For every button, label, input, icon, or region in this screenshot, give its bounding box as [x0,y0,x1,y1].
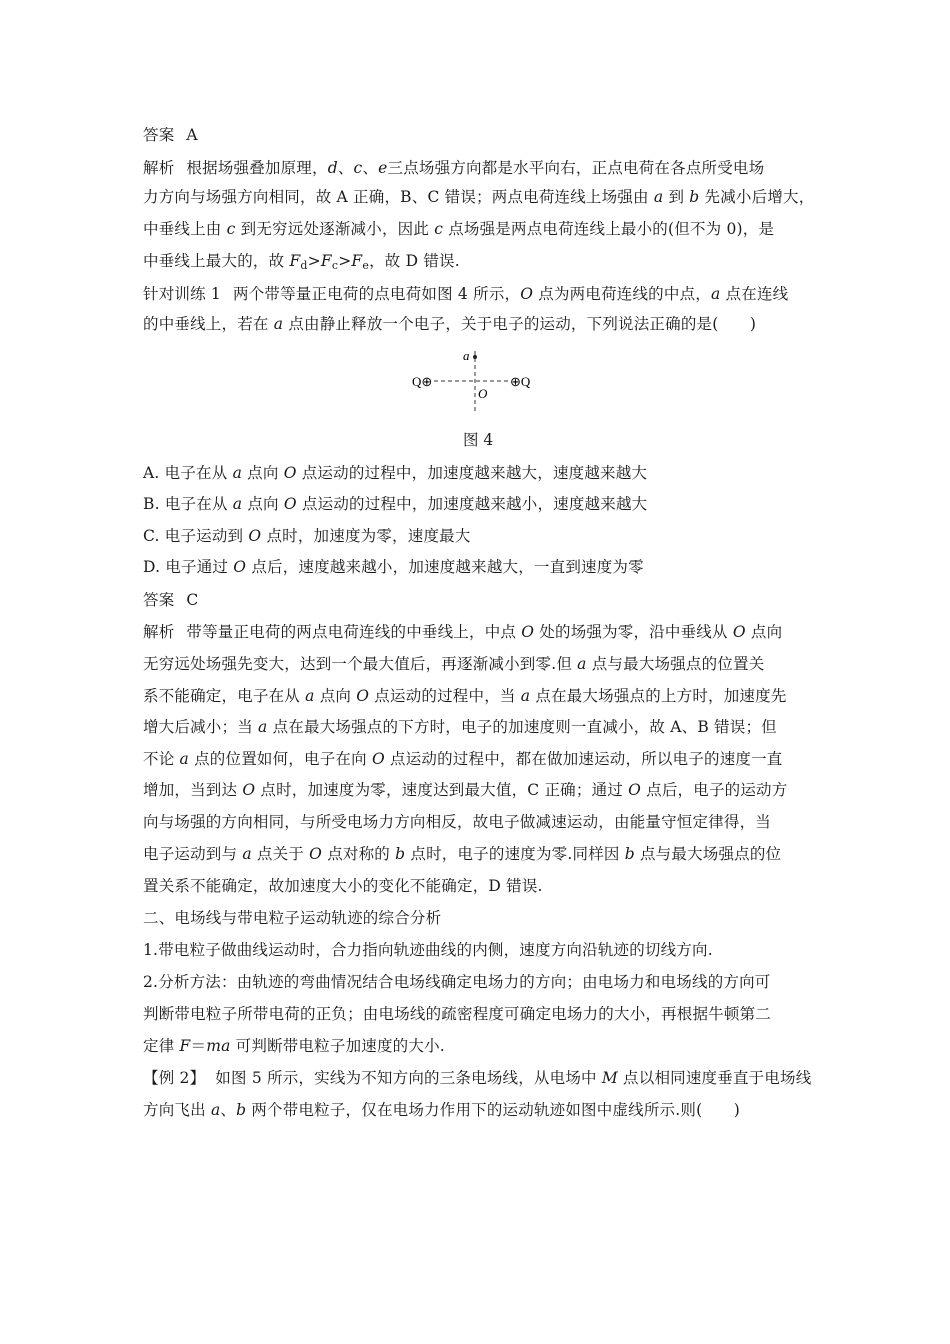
section-2-heading: 二、电场线与带电粒子运动轨迹的综合分析 [143,909,442,927]
explanation-label: 解析 [143,623,175,641]
training-label: 针对训练 1 [143,285,221,303]
explanation-2-line-4: 增大后减小；当 a 点在最大场强点的下方时，电子的加速度则一直减小，故 A、B 错误；但 [143,718,777,736]
answer-value: A [186,126,198,144]
answer-label: 答案 [143,126,175,144]
right-positive-charge: ⊕Q [510,374,531,389]
answer-line-1 [143,125,198,145]
explanation-2-line-6: 增加，当到达 O 点时，加速度为零，速度达到最大值，C 正确；通过 O 点后，电子的运动方 [143,781,788,799]
point-o-label: O [478,386,488,401]
explanation-2-line-1: 解析 带等量正电荷的两点电荷连线的中垂线上，中点 O 处的场强为零，沿中垂线从 O 点向 [143,623,783,641]
training-1-line-2: 的中垂线上，若在 a 点由静止释放一个电子，关于电子的运动，下列说法正确的是( ) [143,315,757,333]
explanation-2-line-7: 向与场强的方向相同，与所受电场力方向相反，故电子做减速运动，由能量守恒定律得，当 [143,813,772,831]
explanation-2-line-5: 不论 a 点的位置如何，电子在向 O 点运动的过程中，都在做加速运动，所以电子的速度一直 [143,750,783,768]
option-d: D. 电子通过 O 点后，速度越来越小，加速度越来越大，一直到速度为零 [143,558,644,576]
explanation-2-line-2: 无穷远处场强先变大，达到一个最大值后，再逐渐减小到零.但 a 点与最大场强点的位置关 [143,655,765,673]
section-2-point-1: 1.带电粒子做曲线运动时，合力指向轨迹曲线的内侧，速度方向沿轨迹的切线方向. [143,941,713,959]
answer-label: 答案 [143,591,175,609]
explanation-1-line-2: 力方向与场强方向相同，故 A 正确，B、C 错误；两点电荷连线上场强由 a 到 b 先减小后增大， [143,188,815,206]
explanation-2-line-9: 置关系不能确定，故加速度大小的变化不能确定，D 错误. [143,877,543,895]
section-2-point-2-line-3: 定律 F＝ma 可判断带电粒子加速度的大小. [143,1037,445,1055]
section-2-point-2-line-1: 2.分析方法：由轨迹的弯曲情况结合电场线确定电场力的方向；由电场力和电场线的方向可 [143,973,771,991]
explanation-1-line-4: 中垂线上最大的，故 $F_d>F_c>F_e$，故 D 错误. [143,252,460,272]
option-c: C. 电子运动到 O 点时，加速度为零，速度最大 [143,527,471,545]
explanation-1-line-3: 中垂线上由 c 到无穷远处逐渐减小，因此 c 点场强是两点电荷连线上最小的(但不为 0)，是 [143,220,775,238]
section-2-point-2-line-2: 判断带电粒子所带电荷的正负；由电场线的疏密程度可确定电场力的大小，再根据牛顿第二 [143,1005,772,1023]
explanation-1-line-1: 解析 根据场强叠加原理，d、c、e三点场强方向都是水平向右，正点电荷在各点所受电场 [143,159,765,177]
figure-4-diagram [410,345,540,415]
answer-value: C [186,591,199,609]
example-label: 【例 2】 [143,1069,206,1087]
example-2-line-2: 方向飞出 a、b 两个带电粒子，仅在电场力作用下的运动轨迹如图中虚线所示.则( ) [143,1101,740,1119]
point-a-label: a [463,348,470,363]
example-2-line-1: 【例 2】 如图 5 所示，实线为不知方向的三条电场线，从电场中 M 点以相同速度垂直于电场线 [143,1069,812,1087]
figure-caption: 图 4 [463,431,494,449]
left-positive-charge: Q⊕ [412,374,433,389]
option-a: A. 电子在从 a 点向 O 点运动的过程中，加速度越来越大，速度越来越大 [143,464,648,482]
training-1-line-1: 针对训练 1 两个带等量正电荷的点电荷如图 4 所示，O 点为两电荷连线的中点，a 点在连线 [143,285,789,303]
answer-line-2 [143,590,198,610]
explanation-2-line-3: 系不能确定，电子在从 a 点向 O 点运动的过程中，当 a 点在最大场强点的上方时，加速度先 [143,687,787,705]
point-a-dot [473,355,477,359]
explanation-label: 解析 [143,159,175,177]
explanation-2-line-8: 电子运动到与 a 点关于 O 点对称的 b 点时，电子的速度为零.同样因 b 点与最大场强点的位 [143,845,782,863]
option-b: B. 电子在从 a 点向 O 点运动的过程中，加速度越来越小，速度越来越大 [143,495,648,513]
